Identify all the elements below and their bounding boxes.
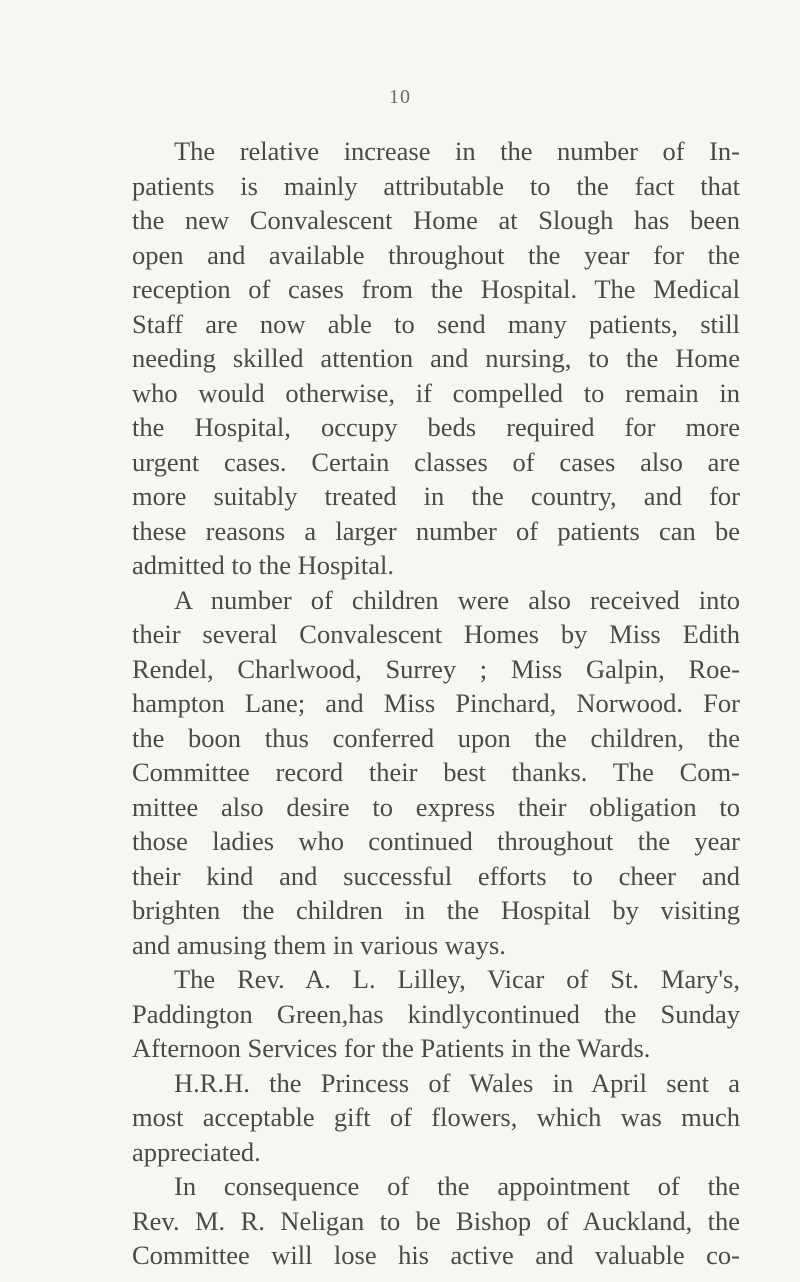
text-line: open and available throughout the year for the: [132, 239, 740, 270]
page-number: 10: [389, 86, 411, 108]
text-line: and amusing them in various ways.: [132, 929, 506, 960]
text-line: Paddington Green,has kindlycontinued the Sunday: [132, 998, 740, 1029]
text-line: their kind and successful efforts to cheer and: [132, 860, 740, 891]
text-line: The Rev. A. L. Lilley, Vicar of St. Mary's,: [174, 964, 740, 994]
paragraph-sunday-services: [132, 962, 740, 1066]
text-line: the Hospital, occupy beds required for more: [132, 412, 740, 442]
text-line: In consequence of the appointment of the: [174, 1171, 740, 1201]
text-line: patients is mainly attributable to the fact that: [132, 170, 740, 201]
text-line: Rev. M. R. Neligan to be Bishop of Auckland, the: [132, 1205, 740, 1236]
text-line: these reasons a larger number of patients can be: [132, 515, 740, 546]
text-line: appreciated.: [132, 1136, 261, 1167]
text-line: the new Convalescent Home at Slough has been: [132, 205, 740, 235]
text-line: who would otherwise, if compelled to remain in: [132, 377, 740, 408]
text-line: H.R.H. the Princess of Wales in April sent a: [174, 1067, 740, 1098]
text-line: A number of children were also received into: [174, 584, 740, 615]
text-line: brighten the children in the Hospital by visiting: [132, 895, 740, 925]
text-line: needing skilled attention and nursing, to the Home: [132, 343, 740, 373]
text-line: most acceptable gift of flowers, which was much: [132, 1102, 740, 1132]
text-line: the boon thus conferred upon the children, the: [132, 722, 740, 753]
paragraph-convalescent-home: [132, 134, 740, 583]
text-line: reception of cases from the Hospital. The Medical: [132, 274, 740, 304]
paragraph-bishop-appointment: [132, 1169, 740, 1273]
text-line: The relative increase in the number of In-: [174, 136, 740, 166]
text-line: admitted to the Hospital.: [132, 550, 395, 580]
text-line: Rendel, Charlwood, Surrey ; Miss Galpin, Roe-: [132, 653, 740, 684]
body-text: [132, 134, 740, 1273]
text-line: their several Convalescent Homes by Miss Edith: [132, 619, 740, 649]
text-line: Afternoon Services for the Patients in the Wards.: [132, 1033, 651, 1063]
text-line: mittee also desire to express their obligation to: [132, 791, 740, 822]
text-line: Staff are now able to send many patients, still: [132, 308, 740, 339]
paragraph-princess-gift: [132, 1066, 740, 1170]
text-line: hampton Lane; and Miss Pinchard, Norwood. For: [132, 688, 740, 718]
text-line: urgent cases. Certain classes of cases also are: [132, 446, 740, 477]
text-line: those ladies who continued throughout the year: [132, 826, 740, 856]
paragraph-children-homes: [132, 583, 740, 963]
text-line: Committee record their best thanks. The Com-: [132, 757, 740, 787]
text-line: more suitably treated in the country, and for: [132, 481, 740, 511]
text-line: Committee will lose his active and valuable co-: [132, 1240, 740, 1270]
